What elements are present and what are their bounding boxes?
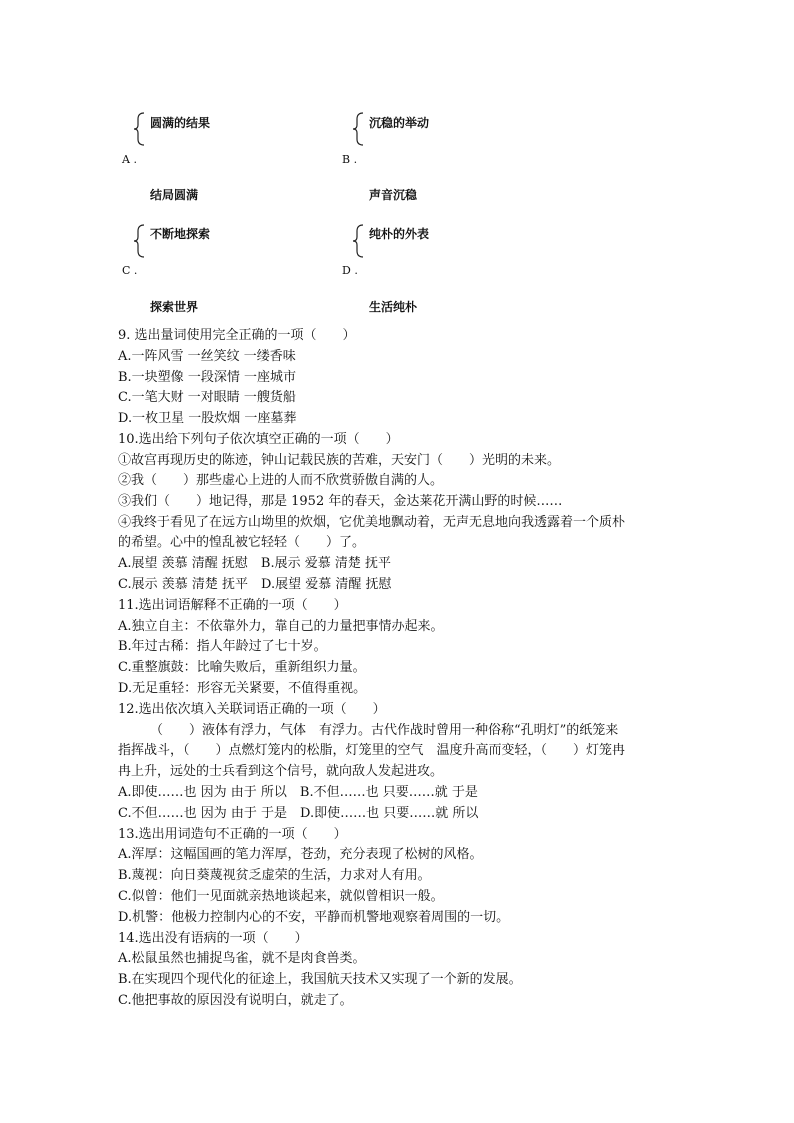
question-10-sentence-3: ③我们（ ）地记得，那是 1952 年的春天，金达莱花开满山野的时候…… <box>118 494 563 509</box>
question-11-stem: 11.选出词语解释不正确的一项（ ） <box>118 598 347 613</box>
question-11-option-c: C.重整旗鼓：比喻失败后，重新组织力量。 <box>118 660 366 675</box>
brace-icon <box>132 224 146 258</box>
question-10-stem: 10.选出给下列句子依次填空正确的一项（ ） <box>118 432 399 447</box>
question-14-option-b: B.在实现四个现代化的征途上，我国航天技术又实现了一个新的发展。 <box>118 972 522 987</box>
question-12-options-cd: C.不但……也 因为 由于 于是 D.即使……也 只要……就 所以 <box>118 806 479 821</box>
option-c-letter: C . <box>122 264 138 277</box>
question-9-stem: 9. 选出量词使用完全正确的一项（ ） <box>118 328 356 343</box>
question-11-option-b: B.年过古稀：指人年龄过了七十岁。 <box>118 639 327 654</box>
question-10-sentence-1: ①故宫再现历史的陈迹，钟山记载民族的苦难，天安门（ ）光明的未来。 <box>118 453 561 468</box>
option-a-bottom-phrase: 结局圆满 <box>150 188 199 202</box>
question-13-stem: 13.选出用词造句不正确的一项（ ） <box>118 827 347 842</box>
option-b-letter: B . <box>342 153 358 166</box>
option-d-top-phrase: 纯朴的外表 <box>369 227 430 241</box>
option-a-top-phrase: 圆满的结果 <box>150 116 211 130</box>
brace-icon <box>351 112 365 146</box>
option-d-bottom-phrase: 生活纯朴 <box>369 300 418 314</box>
question-12-passage-line-2: 指挥战斗，（ ）点燃灯笼内的松脂，灯笼里的空气 温度升高而变轻，（ ）灯笼冉 <box>118 743 626 758</box>
question-12-passage-line-3: 冉上升，远处的士兵看到这个信号，就向敌人发起进攻。 <box>118 764 444 779</box>
question-13-option-c: C.似曾：他们一见面就亲热地谈起来，就似曾相识一般。 <box>118 889 444 904</box>
brace-icon <box>132 112 146 146</box>
question-9-option-b: B.一块塑像 一段深情 一座城市 <box>118 370 296 385</box>
option-b-bottom-phrase: 声音沉稳 <box>369 188 418 202</box>
question-10-sentence-4: ④我终于看见了在远方山坳里的炊烟，它优美地飘动着，无声无息地向我透露着一个质朴 <box>118 515 626 530</box>
question-10-sentence-2: ②我（ ）那些虚心上进的人而不欣赏骄傲自满的人。 <box>118 473 444 488</box>
question-9-option-a: A.一阵风雪 一丝笑纹 一缕香味 <box>118 349 296 364</box>
question-10-options-cd: C.展示 羡慕 清楚 抚平 D.展望 爱慕 清醒 抚慰 <box>118 577 392 592</box>
question-11-option-a: A.独立自主：不依靠外力，靠自己的力量把事情办起来。 <box>118 619 444 634</box>
question-13-option-b: B.蔑视：向日葵蔑视贫乏虚荣的生活，力求对人有用。 <box>118 868 431 883</box>
option-c-top-phrase: 不断地探索 <box>150 227 211 241</box>
option-b-top-phrase: 沉稳的举动 <box>369 116 430 130</box>
question-9-option-d: D.一枚卫星 一股炊烟 一座墓葬 <box>118 411 297 426</box>
question-14-option-a: A.松鼠虽然也捕捉鸟雀，就不是肉食兽类。 <box>118 951 366 966</box>
question-10-options-ab: A.展望 羡慕 清醒 抚慰 B.展示 爱慕 清楚 抚平 <box>118 556 392 571</box>
question-14-option-c: C.他把事故的原因没有说明白，就走了。 <box>118 993 353 1008</box>
question-11-option-d: D.无足重轻：形容无关紧要，不值得重视。 <box>118 681 367 696</box>
question-10-sentence-4-cont: 的希望。心中的惶乱被它轻轻（ ）了。 <box>118 535 366 550</box>
option-c-bottom-phrase: 探索世界 <box>150 300 199 314</box>
question-13-option-d: D.机警：他极力控制内心的不安，平静而机警地观察着周围的一切。 <box>118 910 510 925</box>
brace-icon <box>351 224 365 258</box>
question-12-passage-line-1: （ ）液体有浮力，气体 有浮力。古代作战时曾用一种俗称“孔明灯”的纸笼来 <box>150 723 619 738</box>
question-12-options-ab: A.即使……也 因为 由于 所以 B.不但……也 只要……就 于是 <box>118 785 478 800</box>
option-a-letter: A . <box>122 153 137 166</box>
question-13-option-a: A.浑厚：这幅国画的笔力浑厚，苍劲，充分表现了松树的风格。 <box>118 847 483 862</box>
question-9-option-c: C.一笔大财 一对眼睛 一艘货船 <box>118 390 296 405</box>
option-d-letter: D . <box>342 264 358 277</box>
question-14-stem: 14.选出没有语病的一项（ ） <box>118 931 308 946</box>
question-12-stem: 12.选出依次填入关联词语正确的一项（ ） <box>118 702 386 717</box>
